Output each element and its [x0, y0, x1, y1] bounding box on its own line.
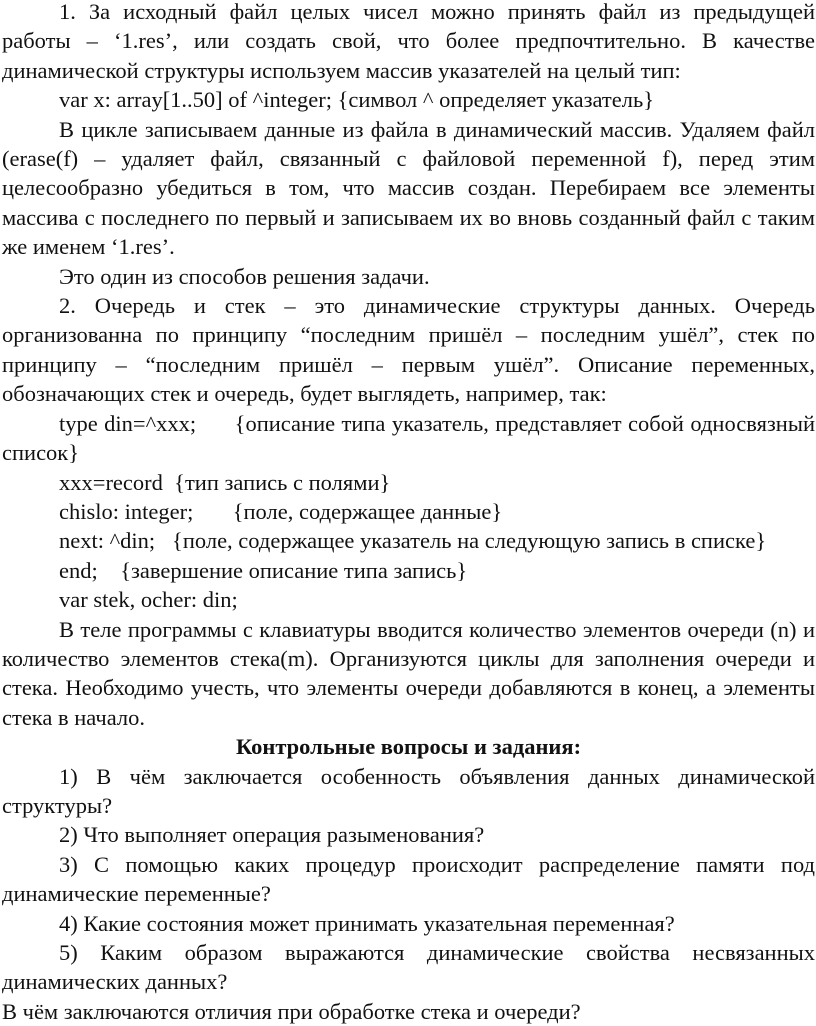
question-item-5 [2, 938, 815, 997]
question-text: Каким образом выражаются динамические свойства несвязанных динамических данных? [2, 940, 816, 995]
question-item-4 [2, 909, 815, 938]
code-line-var-stek: var stek, ocher: din; [59, 587, 238, 613]
code-line-end: end; {завершение описание типа запись} [59, 557, 468, 583]
section-heading-control-questions: Контрольные вопросы и задания: [235, 734, 582, 760]
question-text: Какие состояния может принимать указательная переменная? [83, 910, 675, 936]
question-item-1 [2, 762, 815, 821]
question-number: 2) [59, 822, 78, 848]
question-number: 4) [59, 910, 78, 936]
paragraph-task1-intro: 1. За исходный файл целых чисел можно принять файл из предыдущей работы – ‘1.res’, или создать свой, что более предпочтительно. В качестве динамической структуры используем массив указателей на целый тип: [2, 0, 815, 83]
question-number: 1) [59, 763, 78, 789]
paragraph-task1-algorithm: В цикле записываем данные из файла в динамический массив. Удаляем файл (erase(f) – удаляет файл, связанный с файловой переменной f), перед этим целесообразно убедиться в том, что массив создан. Перебираем все элементы массива с последнего по первый и записываем их во вновь созданный файл с таким же именем ‘1.res’. [2, 116, 815, 260]
code-line-next-field: next: ^din; {поле, содержащее указатель на следующую запись в списке} [59, 528, 767, 554]
final-question: В чём заключаются отличия при обработке стека и очереди? [2, 998, 581, 1024]
question-item-3 [2, 850, 815, 909]
paragraph-task2-intro: 2. Очередь и стек – это динамические структуры данных. Очередь организованна по принципу “последним пришёл – последним ушёл”, стек по принципу – “последним пришёл – первым ушёл”. Описание переменных, обозначающих стек и очередь, будет выглядеть, например, так: [2, 293, 815, 407]
code-line-array-declaration: var x: array[1..50] of ^integer; {символ ^ определяет указатель} [59, 87, 655, 113]
paragraph-task1-conclusion: Это один из способов решения задачи. [59, 263, 430, 289]
question-text: В чём заключается особенность объявления данных динамической структуры? [2, 763, 815, 818]
question-text: С помощью каких процедур происходит распределение памяти под динамические переменные? [2, 851, 815, 907]
code-line-record: xxx=record {тип запись с полями} [59, 469, 391, 495]
question-number: 5) [59, 940, 78, 965]
paragraph-task2-program: В теле программы с клавиатуры вводится количество элементов очереди (n) и количество элементов стека(m). Организуются циклы для заполнения очереди и стека. Необходимо учесть, что элементы очереди добавляются в конец, а элементы стека в начало. [2, 616, 815, 730]
question-item-2 [2, 820, 815, 849]
code-line-type-declaration: type din=^xxx; {описание типа указатель, представляет собой односвязный список} [2, 410, 815, 466]
question-number: 3) [59, 851, 78, 877]
code-line-chislo-field: chislo: integer; {поле, содержащее данные} [59, 498, 503, 524]
question-text: Что выполняет операция разыменования? [83, 822, 485, 848]
